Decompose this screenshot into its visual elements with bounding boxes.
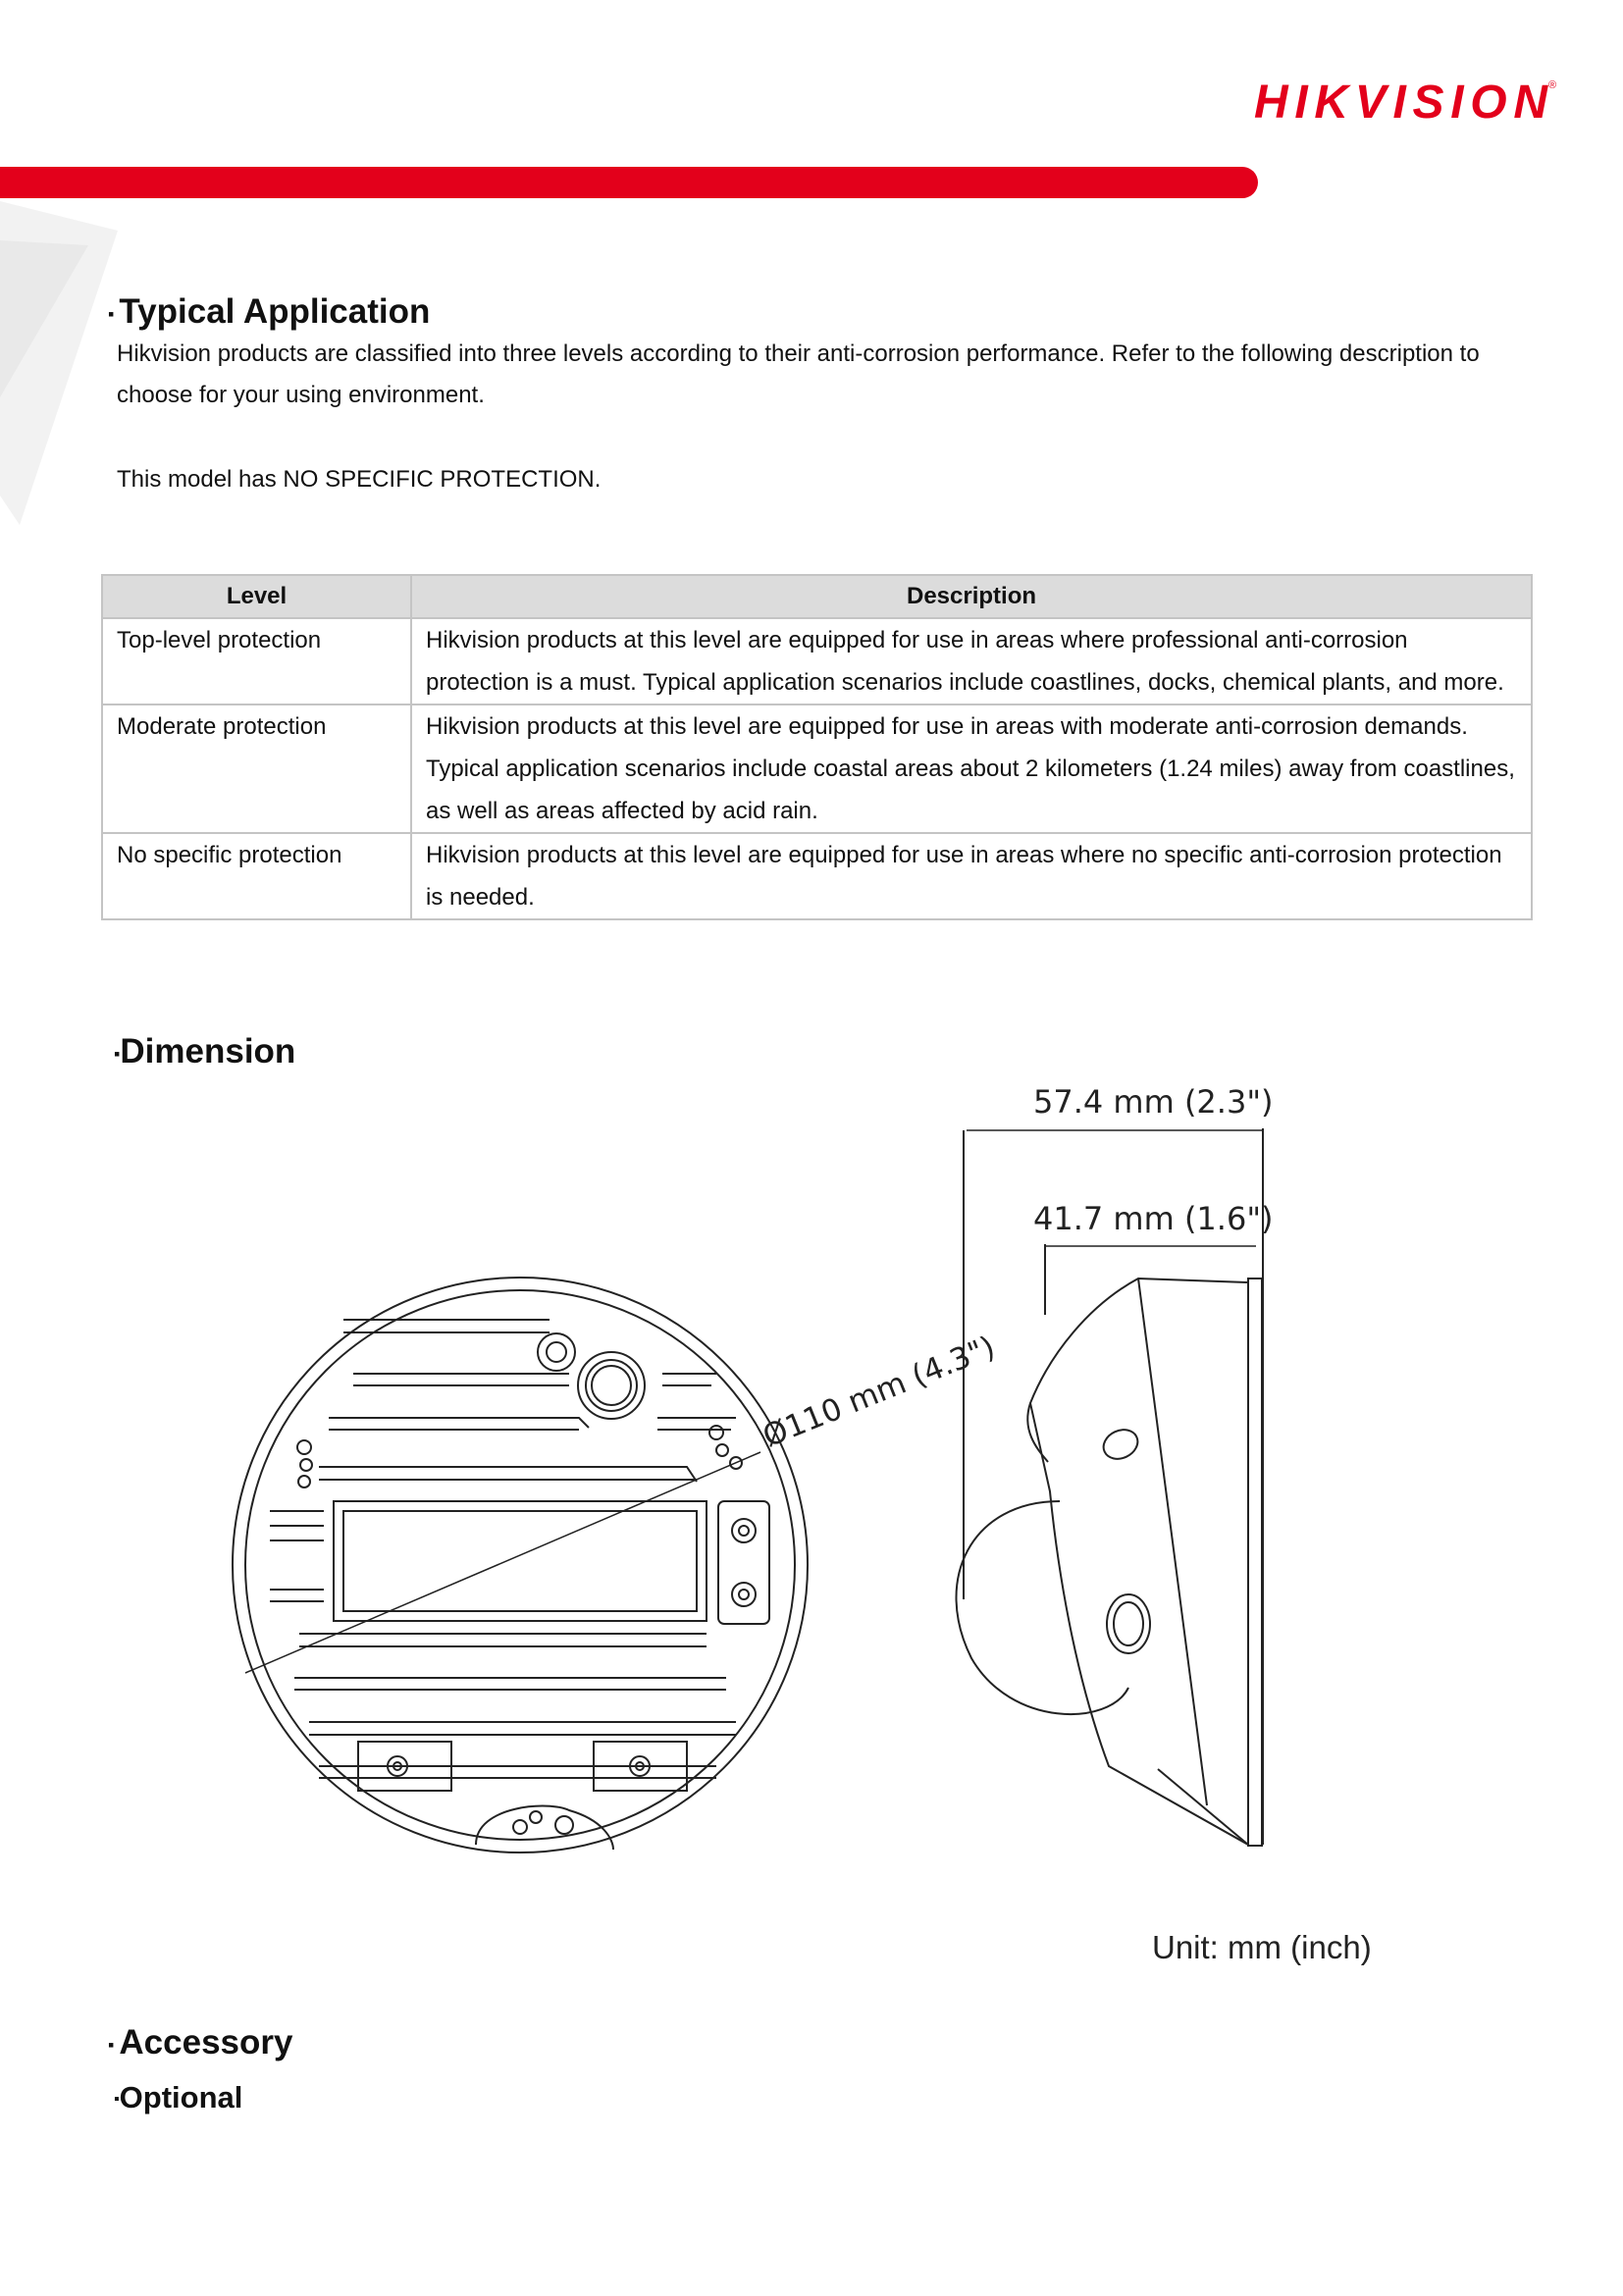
unit-label: Unit: mm (inch) [1152,1929,1372,1965]
dimension-drawing [226,1079,1305,1884]
logo-wordmark: HIKVISION [1254,77,1546,128]
overall-depth-label: 57.4 mm (2.3") [1033,1083,1274,1121]
table-header-level: Level [102,575,411,618]
body-depth-label: 41.7 mm (1.6") [1033,1200,1274,1237]
svg-text:®: ® [1548,79,1557,91]
table-row [102,833,1532,919]
level-cell: No specific protection [102,833,411,919]
level-cell: Moderate protection [102,704,411,833]
table-row [102,704,1532,833]
intro-paragraph: Hikvision products are classified into three levels according to their anti-corrosion performance. Refer to the following description to choose for your using environment. [117,340,1480,408]
description-cell: Hikvision products at this level are equipped for use in areas where professional anti-corrosion protection is a must. Typical application scenarios include coastlines, docks, chemical plants, and more. [411,618,1532,704]
camera-bottom-view [233,1278,808,1852]
description-cell: Hikvision products at this level are equipped for use in areas with moderate anti-corrosion demands. Typical application scenarios include coastal areas about 2 kilometers (1.24 miles) away from coastlines, as well as areas affected by acid rain. [411,704,1532,833]
hikvision-logo [1254,75,1558,128]
table-row [102,618,1532,704]
header-red-bar [0,167,1258,198]
protection-levels-table [101,574,1533,920]
level-cell: Top-level protection [102,618,411,704]
table-header-description: Description [411,575,1532,618]
diameter-label: Ø110 mm (4.3") [758,1329,1001,1455]
model-protection-note: This model has NO SPECIFIC PROTECTION. [117,466,602,493]
subheading-optional: ▪Optional [114,2080,243,2114]
section-heading-dimension: ▪Dimension [114,1032,296,1070]
description-cell: Hikvision products at this level are equipped for use in areas where no specific anti-corrosion protection is needed. [411,833,1532,919]
section-heading-accessory: ▪ Accessory [108,2023,293,2061]
table-header-row [102,575,1532,618]
section-heading-typical-application: ▪ Typical Application [108,292,431,331]
